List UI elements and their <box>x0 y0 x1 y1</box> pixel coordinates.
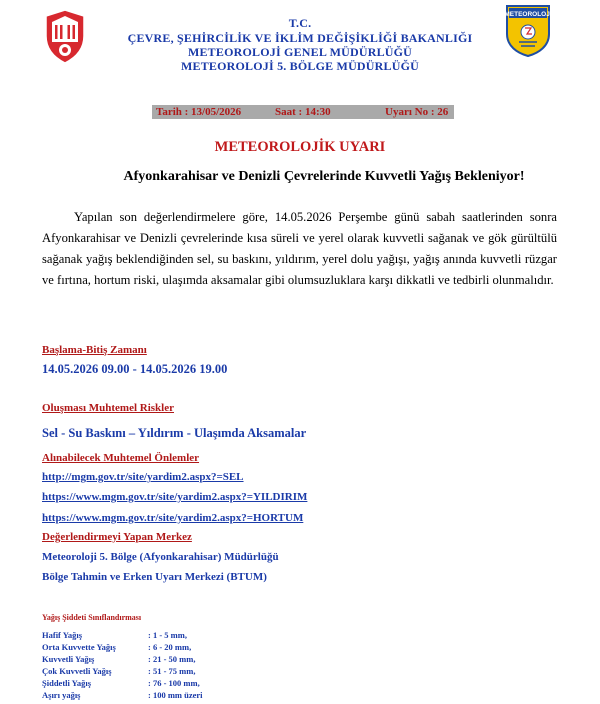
evaluator-directorate: Meteoroloji 5. Bölge (Afyonkarahisar) Müdürlüğü <box>42 551 279 563</box>
rain-class-name: Orta Kuvvette Yağış <box>42 642 116 652</box>
risks-value: Sel - Su Baskını – Yıldırım - Ulaşımda Aksamalar <box>42 426 307 440</box>
link-hortum[interactable]: https://www.mgm.gov.tr/site/yardim2.aspx?=HORTUM <box>42 512 304 524</box>
met-logo-text: METEOROLOJİ <box>505 11 551 18</box>
risks-heading: Oluşması Muhtemel Riskler <box>42 402 174 414</box>
header-directorate: METEOROLOJİ GENEL MÜDÜRLÜĞÜ <box>187 45 413 59</box>
ministry-emblem-icon <box>40 6 90 66</box>
warning-body: Yapılan son değerlendirmelere göre, 14.05.2026 Perşembe günü sabah saatlerinden sonra Afyonkarahisar ve Denizli çevrelerinde kısa süreli ve yerel olarak kuvvetli sağanak ve gök gürültülü sağanak yağış beklendiğinden sel, su baskını, yıldırım, yerel dolu yağışı, yağış anında kuvvetli rüzgar ve fırtına, hortum riski, ulaşımda aksamalar gibi olumsuzluklara karşı dikkatli ve tedbirli olunmalıdır. <box>42 210 557 287</box>
rain-class-name: Şiddetli Yağış <box>42 678 92 688</box>
start-end-heading: Başlama-Bitiş Zamanı <box>42 344 147 356</box>
rain-class-range: : 6 - 20 mm, <box>148 642 192 652</box>
rain-class-name: Aşırı yağış <box>42 690 81 700</box>
meteorology-shield-icon <box>505 4 551 58</box>
rain-class-name: Hafif Yağış <box>42 630 83 640</box>
rain-class-name: Çok Kuvvetli Yağış <box>42 666 112 676</box>
warning-time: Saat : 14:30 <box>275 106 331 118</box>
evaluator-center: Bölge Tahmin ve Erken Uyarı Merkezi (BTUM) <box>42 571 267 583</box>
header-ministry: ÇEVRE, ŞEHİRCİLİK VE İKLİM DEĞİŞİKLİĞİ BAKANLIĞI <box>127 31 473 45</box>
evaluator-heading: Değerlendirmeyi Yapan Merkez <box>42 531 192 543</box>
header-regional-directorate: METEOROLOJİ 5. BÖLGE MÜDÜRLÜĞÜ <box>180 59 420 73</box>
rain-class-range: : 76 - 100 mm, <box>148 678 200 688</box>
warning-number: Uyarı No : 26 <box>385 106 449 118</box>
start-end-value: 14.05.2026 09.00 - 14.05.2026 19.00 <box>42 362 228 376</box>
link-sel[interactable]: http://mgm.gov.tr/site/yardim2.aspx?=SEL <box>42 471 244 483</box>
rain-class-range: : 21 - 50 mm, <box>148 654 196 664</box>
document-subtitle: Afyonkarahisar ve Denizli Çevrelerinde Kuvvetli Yağış Bekleniyor! <box>123 169 525 184</box>
meta-bar <box>152 105 454 119</box>
document-title: METEOROLOJİK UYARI <box>214 139 386 155</box>
rain-class-range: : 51 - 75 mm, <box>148 666 196 676</box>
rain-class-range: : 1 - 5 mm, <box>148 630 187 640</box>
rain-class-name: Kuvvetli Yağış <box>42 654 95 664</box>
rain-scale-title: Yağış Şiddeti Sınıflandırması <box>42 613 142 622</box>
header-tc: T.C. <box>288 16 312 30</box>
warning-date: Tarih : 13/05/2026 <box>156 106 242 118</box>
rain-class-range: : 100 mm üzeri <box>148 690 203 700</box>
measures-heading: Alınabilecek Muhtemel Önlemler <box>42 452 200 464</box>
link-yildirim[interactable]: https://www.mgm.gov.tr/site/yardim2.aspx?=YILDIRIM <box>42 491 308 503</box>
